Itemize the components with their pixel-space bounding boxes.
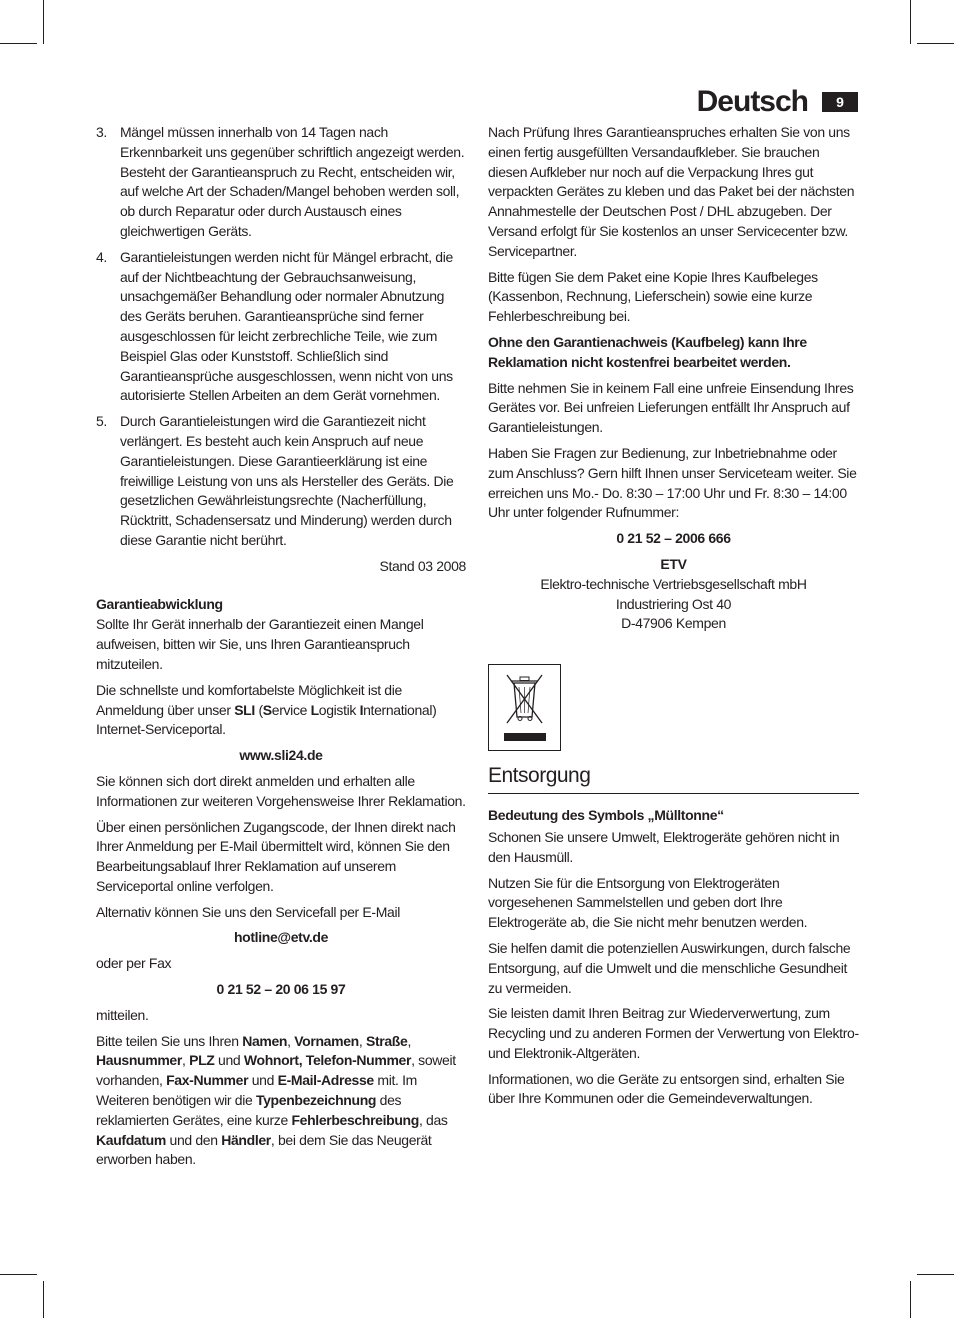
text-run: , bbox=[407, 1032, 411, 1049]
company-city: D-47906 Kempen bbox=[621, 615, 726, 632]
paragraph-bold: Ohne den Garantienachweis (Kaufbeleg) kann Ihre Reklamation nicht kostenfrei bearbeitet werden. bbox=[488, 333, 807, 370]
paragraph: Nach Prüfung Ihres Garantieanspruches erhalten Sie von uns einen fertig ausgefüllten Versandaufkleber. Sie brauchen diesen Aufkleber nur noch auf die Verpackung Ihres gut verpackten Gerätes zu kleben und das Paket bei der nächsten Annahmestelle der Deutschen Post / DHL abzugeben. Der Versand erfolgt für Sie kostenlos an unser Servicecenter bzw. Servicepartner. bbox=[488, 124, 855, 259]
crop-mark bbox=[0, 43, 37, 44]
bold-run: Kaufdatum bbox=[96, 1131, 166, 1148]
bold-run: Hausnummer bbox=[96, 1052, 182, 1069]
paragraph: Sie leisten damit Ihren Beitrag zur Wiederverwertung, zum Recycling und zu anderen Formen der Verwertung von Elektro- und Elektronik-Altgeräten. bbox=[488, 1005, 859, 1061]
text-run: , bbox=[181, 1052, 190, 1069]
right-column bbox=[488, 123, 859, 1115]
bold-run: Namen bbox=[242, 1032, 288, 1049]
page-title: Deutsch bbox=[696, 85, 808, 118]
paragraph: Bitte fügen Sie dem Paket eine Kopie Ihres Kaufbeleges (Kassenbon, Rechnung, Lieferschein) sowie eine kurze Fehlerbeschreibung bei. bbox=[488, 268, 818, 325]
text-run: , soweit vorhanden, bbox=[96, 1052, 456, 1089]
paragraph: oder per Fax bbox=[96, 955, 172, 972]
bold-run: Fehlerbeschreibung bbox=[291, 1111, 419, 1128]
text-run: ( bbox=[254, 701, 263, 718]
text-run: und bbox=[214, 1052, 244, 1069]
text-run: , bbox=[287, 1032, 295, 1049]
paragraph bbox=[96, 1032, 466, 1171]
company-street: Industriering Ost 40 bbox=[615, 595, 732, 612]
text-run: mit. Im Weiteren benötigen wir die bbox=[96, 1072, 417, 1109]
company-short: ETV bbox=[660, 555, 687, 572]
text-run: , bbox=[358, 1032, 366, 1049]
paragraph: Nutzen Sie für die Entsorgung von Elektrogeräten vorgesehenen Sammelstellen und geben dort Ihre Elektrogeräte ab, die Sie nicht mehr benutzen werden. bbox=[488, 874, 808, 931]
list-number: 5. bbox=[96, 413, 107, 430]
paragraph: Haben Sie Fragen zur Bedienung, zur Inbetriebnahme oder zum Anschluss? Gern hilft Ihnen unser Serviceteam weiter. Sie erreichen uns Mo.- Do. 8:30 – 17:00 Uhr und Fr. 8:30 – 14:00 Uhr unter folgender Rufnummer: bbox=[488, 444, 857, 521]
bold-run: I bbox=[359, 701, 364, 718]
text-run: , bei dem Sie das Neugerät erworben haben. bbox=[96, 1131, 432, 1168]
text-run: des reklamierten Gerätes, eine kurze bbox=[96, 1092, 402, 1128]
list-text: Durch Garantieleistungen wird die Garantiezeit nicht verlängert. Es besteht auch kein Anspruch auf neue Garantieleistungen. Diese Garantieerklärung ist eine freiwillige Leistung von uns als Hersteller des Geräts. Die gesetzlichen Gewährleistungsrechte (Nacherfüllung, Rücktritt, Schadensersatz und Minderung) werden durch diese Garantie nicht berührt. bbox=[120, 413, 454, 548]
bold-run: Vornamen bbox=[294, 1032, 359, 1049]
service-phone: 0 21 52 – 2006 666 bbox=[616, 530, 731, 547]
paragraph: Sollte Ihr Gerät innerhalb der Garantiezeit einen Mangel aufweisen, bitten wir Sie, uns Ihren Garantieanspruch mitzuteilen. bbox=[96, 616, 424, 672]
bold-run: Händler bbox=[221, 1131, 271, 1148]
entsorgung-heading: Entsorgung bbox=[488, 763, 859, 794]
list-item bbox=[96, 123, 466, 242]
paragraph: Über einen persönlichen Zugangscode, der Ihnen direkt nach Ihrer Anmeldung per E-Mail übermittelt wird, können Sie den Bearbeitungsablauf Ihrer Reklamation auf unserem Serviceportal online verfolgen. bbox=[96, 818, 456, 894]
paragraph: Bitte nehmen Sie in keinem Fall eine unfreie Einsendung Ihres Gerätes vor. Bei unfreien Lieferungen entfällt Ihr Anspruch auf Garantieleistungen. bbox=[488, 379, 854, 436]
bold-run: PLZ bbox=[189, 1052, 215, 1069]
stand-date: Stand 03 2008 bbox=[379, 557, 466, 574]
text-run: Die schnellste und komfortabelste Möglichkeit ist die Anmeldung über unser bbox=[96, 681, 402, 718]
text-run: und den bbox=[165, 1131, 222, 1148]
text-run: ervice bbox=[271, 701, 311, 718]
crop-mark bbox=[0, 1274, 37, 1275]
company-name: Elektro-technische Vertriebsgesellschaft mbH bbox=[540, 575, 807, 592]
paragraph: Sie können sich dort direkt anmelden und erhalten alle Informationen zur weiteren Vorgehensweise Ihrer Reklamation. bbox=[96, 772, 466, 809]
list-text: Mängel müssen innerhalb von 14 Tagen nach Erkennbarkeit uns gegenüber schriftlich angezeigt werden. Besteht der Garantieanspruch zu Recht, entscheiden wir, auf welche Art der Schaden/Mangel behoben werden soll, ob durch Reparatur oder durch Austausch eines gleichwertigen Geräts. bbox=[120, 124, 465, 239]
text-run: nternational) Internet-Serviceportal. bbox=[96, 701, 437, 738]
crop-mark bbox=[43, 0, 44, 44]
email-link[interactable]: hotline@etv.de bbox=[233, 929, 329, 946]
symbol-heading: Bedeutung des Symbols „Mülltonne“ bbox=[488, 807, 724, 824]
fax-number: 0 21 52 – 20 06 15 97 bbox=[216, 981, 346, 998]
paragraph: mitteilen. bbox=[96, 1006, 149, 1023]
crop-mark bbox=[917, 43, 954, 44]
list-number: 3. bbox=[96, 124, 107, 140]
list-text: Garantieleistungen werden nicht für Mängel erbracht, die auf der Nichtbeachtung der Gebrauchsanweisung, unsachgemäßer Behandlung oder normaler Abnutzung des Geräts beruhen. Garantieansprüche sind ferner ausgeschlossen für leicht zerbrechliche Teile, wie zum Beispiel Glas oder Kunststoff. Schließlich sind Garantieansprüche ausgeschlossen, wenn nicht von uns autorisierte Stellen Arbeiten an dem Gerät vornehmen. bbox=[120, 248, 453, 404]
list-item bbox=[96, 248, 466, 406]
bold-run: L bbox=[310, 701, 319, 718]
crop-mark bbox=[917, 1274, 954, 1275]
bold-run: SLI bbox=[234, 701, 255, 718]
paragraph: Sie helfen damit die potenziellen Auswirkungen, durch falsche Entsorgung, auf die Umwelt und die menschliche Gesundheit zu vermeiden. bbox=[488, 939, 851, 996]
crop-mark bbox=[43, 1281, 44, 1318]
page-number: 9 bbox=[822, 92, 858, 112]
left-column bbox=[96, 123, 466, 1176]
paragraph bbox=[96, 681, 466, 740]
weee-bin-icon bbox=[488, 664, 561, 751]
bold-run: S bbox=[262, 701, 272, 718]
crossed-bin-icon bbox=[489, 665, 560, 750]
text-run: , das bbox=[418, 1111, 448, 1128]
crop-mark bbox=[910, 1281, 911, 1318]
website-link[interactable]: www.sli24.de bbox=[239, 747, 323, 764]
paragraph: Schonen Sie unsere Umwelt, Elektrogeräte gehören nicht in den Hausmüll. bbox=[488, 828, 840, 865]
bold-run: E-Mail-Adresse bbox=[277, 1072, 374, 1089]
paragraph: Informationen, wo die Geräte zu entsorgen sind, erhalten Sie über Ihre Kommunen oder die Gemeindeverwaltungen. bbox=[488, 1070, 845, 1107]
text-run: und bbox=[248, 1072, 278, 1089]
list-number: 4. bbox=[96, 248, 107, 265]
text-run: Bitte teilen Sie uns Ihren bbox=[96, 1032, 243, 1049]
text-run: ogistik bbox=[318, 701, 360, 718]
bold-run: Wohnort, Telefon-Nummer bbox=[243, 1052, 412, 1069]
list-item bbox=[96, 412, 466, 551]
bold-run: Typenbezeichnung bbox=[255, 1092, 377, 1109]
bold-run: Straße bbox=[365, 1032, 408, 1049]
bold-run: Fax-Nummer bbox=[166, 1072, 249, 1089]
crop-mark bbox=[910, 0, 911, 44]
paragraph: Alternativ können Sie uns den Servicefall per E-Mail bbox=[96, 903, 400, 920]
garantie-heading: Garantieabwicklung bbox=[96, 595, 223, 612]
